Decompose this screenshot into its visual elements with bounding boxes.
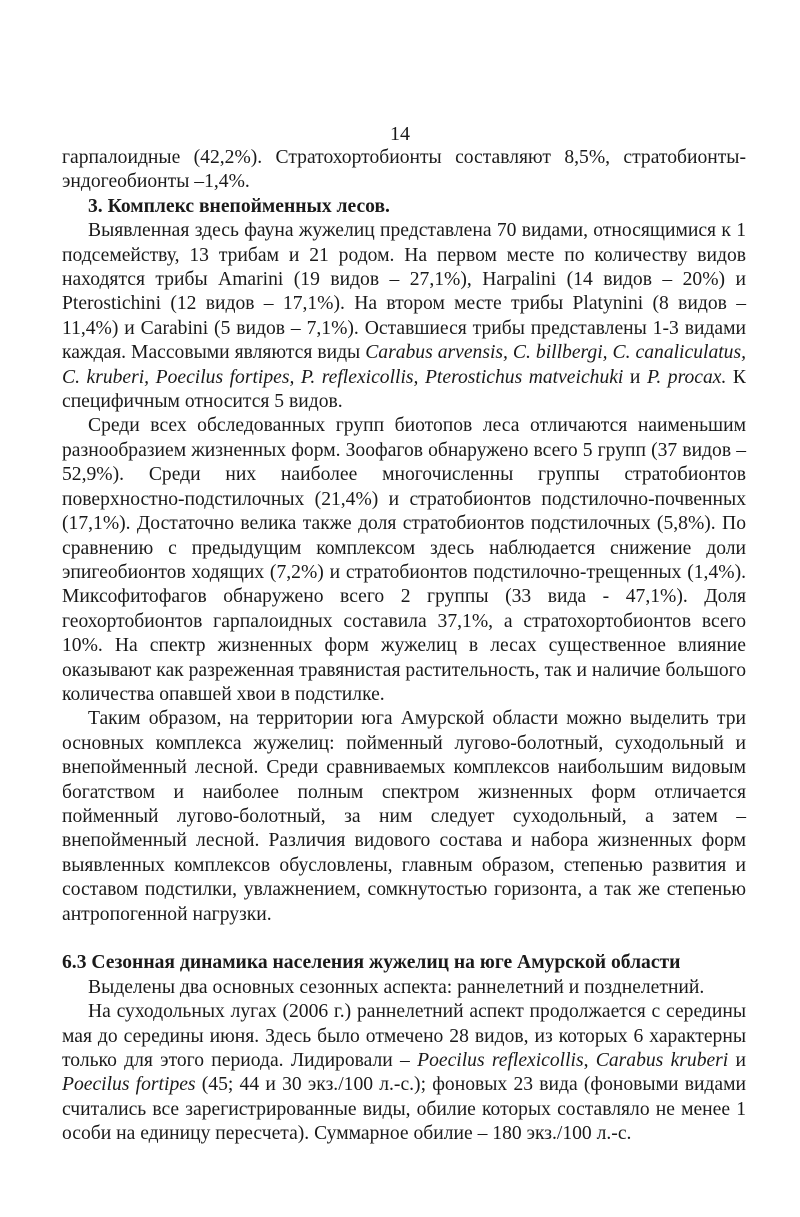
- paragraph-meadows: [62, 1000, 746, 1146]
- paragraph-aspects: Выделены два основных сезонных аспекта: раннелетний и позднелетний.: [88, 976, 705, 998]
- species-names: Carabus arvensis, C. billbergi, C. canaliculatus, C. kruberi, Poecilus fortipes, P. reflexicollis, Pterostichus matveichuki: [62, 342, 747, 388]
- text-run: и: [623, 366, 647, 388]
- species-name: P. procax.: [646, 366, 727, 388]
- text-run: На суходольных лугах (2006 г.) раннелетний аспект продолжается с середины мая до середины июня. Здесь было отмечено 28 видов, из которых 6 характерны только для этого периода. Лидировали –: [62, 1001, 746, 1072]
- species-name: Carabus kruberi: [595, 1050, 729, 1072]
- text-run: Выявленная здесь фауна жужелиц представлена 70 видами, относящимися к 1 подсемейству, 13 трибам и 21 родом. На первом месте по количеству видов находятся трибы Amarini (19 видов – 27,1%), Harpalini (14 видов – 20%) и Pterostichini (12 видов – 17,1%). На втором месте трибы Platynini (8 видов – 11,4%) и Carabini (5 видов – 7,1%). Оставшиеся трибы представлены 1-3 видами каждая. Массовыми являются виды: [62, 220, 746, 364]
- species-name: Poecilus reflexicollis: [417, 1050, 584, 1072]
- paragraph-life-forms: Среди всех обследованных групп биотопов леса отличаются наименьшим разнообразием жизненных форм. Зоофагов обнаружено всего 5 групп (37 видов – 52,9%). Среди них наиболее многочисленны группы стратобионтов поверхностно-подстилочных (21,4%) и стратобионтов подстилочно-почвенных (17,1%). Достаточно велика также доля стратобионтов подстилочных (5,8%). По сравнению с предыдущим комплексом здесь наблюдается снижение доли эпигеобионтов ходящих (7,2%) и стратобионтов подстилочно-трещенных (1,4%). Миксофитофагов обнаружено всего 2 группы (33 вида - 47,1%). Доля геохортобионтов гарпалоидных составила 37,1%, а стратохортобионтов всего 10%. На спектр жизненных форм жужелиц в лесах существенное влияние оказывают как разреженная травянистая растительность, так и наличие большого количества опавшей хвои в подстилке.: [62, 415, 746, 705]
- paragraph-continuation: гарпалоидные (42,2%). Стратохортобионты составляют 8,5%, стратобионты-эндогеобионты –1,4%.: [62, 147, 746, 193]
- species-name: Poecilus fortipes: [62, 1074, 196, 1096]
- page-number: 14: [390, 123, 410, 145]
- paragraph-conclusion: Таким образом, на территории юга Амурской области можно выделить три основных комплекса жужелиц: пойменный лугово-болотный, суходольный и внепойменный лесной. Среди сравниваемых комплексов наибольшим видовым богатством и наиболее полным спектром жизненных форм отличается пойменный лугово-болотный, за ним следует суходольный, а затем – внепойменный лесной. Различия видового состава и набора жизненных форм выявленных комплексов обусловлены, главным образом, степенью развития и составом подстилки, увлажнением, сомкнутостью горизонта, а так же степенью антропогенной нагрузки.: [62, 708, 746, 925]
- text-run: К специфичным относится 5 видов.: [62, 366, 746, 413]
- text-run: (45; 44 и 30 экз./100 л.-с.); фоновых 23 вида (фоновыми видами считались все зарегистрированные виды, обилие которых составляло не менее 1 особи на единицу пересчета). Суммарное обилие – 180 экз./100 л.-с.: [62, 1074, 746, 1145]
- text-run: ,: [583, 1050, 596, 1072]
- paragraph-fauna: [62, 219, 746, 414]
- body-text: [62, 146, 746, 1147]
- subsection-heading: 3. Комплекс внепойменных лесов.: [88, 195, 390, 217]
- text-run: и: [728, 1050, 747, 1072]
- section-heading: 6.3 Сезонная динамика населения жужелиц на юге Амурской области: [62, 952, 681, 974]
